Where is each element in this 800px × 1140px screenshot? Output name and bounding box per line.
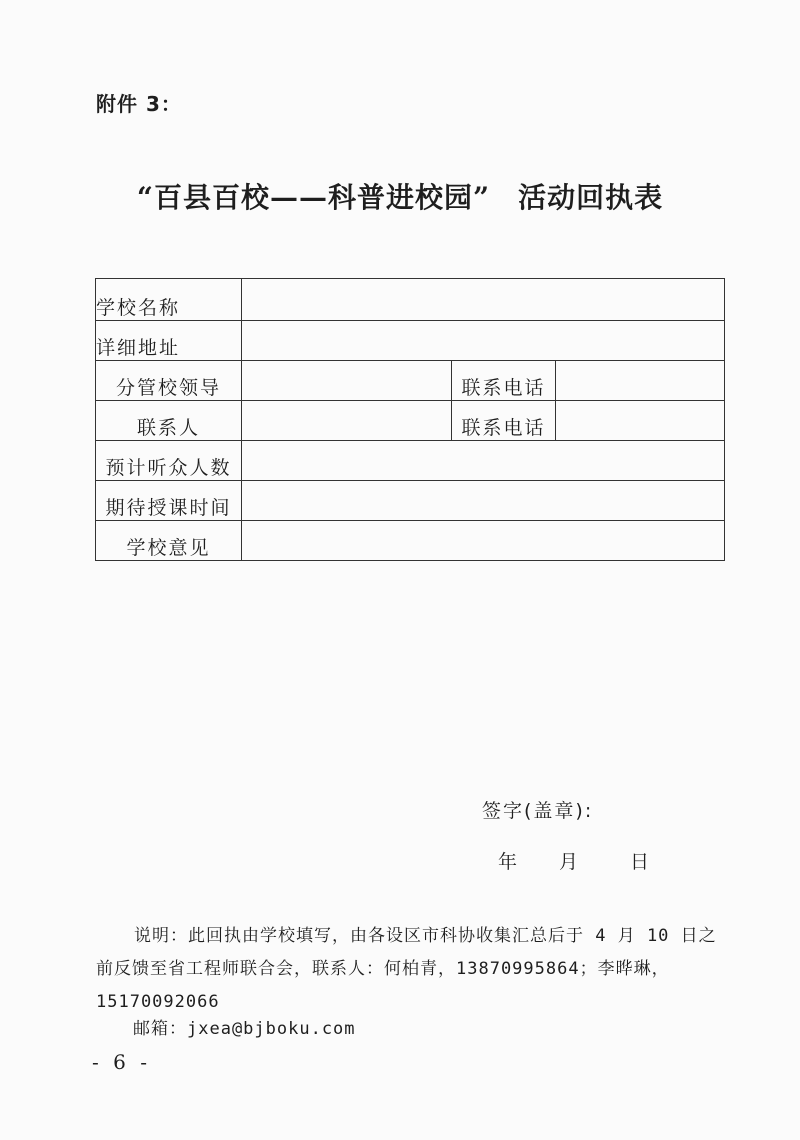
date-year: 年 [498,851,520,873]
attachment-label: 附件 3： [96,92,182,116]
contact-phone-label: 联系电话 [452,401,556,441]
contact-email: 邮箱：jxea@bjboku.com [133,1019,356,1039]
receipt-form-table [95,278,725,873]
contact-phone-field[interactable] [556,401,725,441]
school-name-label: 学校名称 [96,279,242,321]
table-row [96,321,725,361]
table-row [96,361,725,401]
table-row [96,481,725,521]
opinion-label: 学校意见 [96,521,242,561]
audience-field[interactable] [242,441,725,481]
class-time-label: 期待授课时间 [96,481,242,521]
date-month: 月 [559,851,581,873]
table-row [96,279,725,321]
table-row [96,521,725,561]
note-text [96,920,726,1019]
address-field[interactable] [242,321,725,361]
title-main: “百县百校——科普进校园” [136,181,491,214]
leader-phone-label: 联系电话 [452,361,556,401]
leader-label: 分管校领导 [96,361,242,401]
school-name-field[interactable] [242,279,725,321]
class-time-field[interactable] [242,481,725,521]
contact-person-label: 联系人 [96,401,242,441]
leader-phone-field[interactable] [556,361,725,401]
audience-label: 预计听众人数 [96,441,242,481]
contact-person-field[interactable] [242,401,452,441]
note-paragraph: 说明：此回执由学校填写，由各设区市科协收集汇总后于 4 月 10 日之前反馈至省工程师联合会，联系人：何柏青，13870995864；李晔琳，15170092066 [96,926,717,1012]
title-suffix: 活动回执表 [518,181,664,214]
opinion-field[interactable] [242,521,725,873]
signature-label: 签字(盖章): [482,800,594,822]
leader-field[interactable] [242,361,452,401]
table-row [96,441,725,481]
date-day: 日 [630,851,652,873]
date-line [498,847,651,874]
table-row [96,401,725,441]
address-label: 详细地址 [96,321,242,361]
page-number: - 6 - [92,1050,151,1074]
page-title [0,176,800,216]
